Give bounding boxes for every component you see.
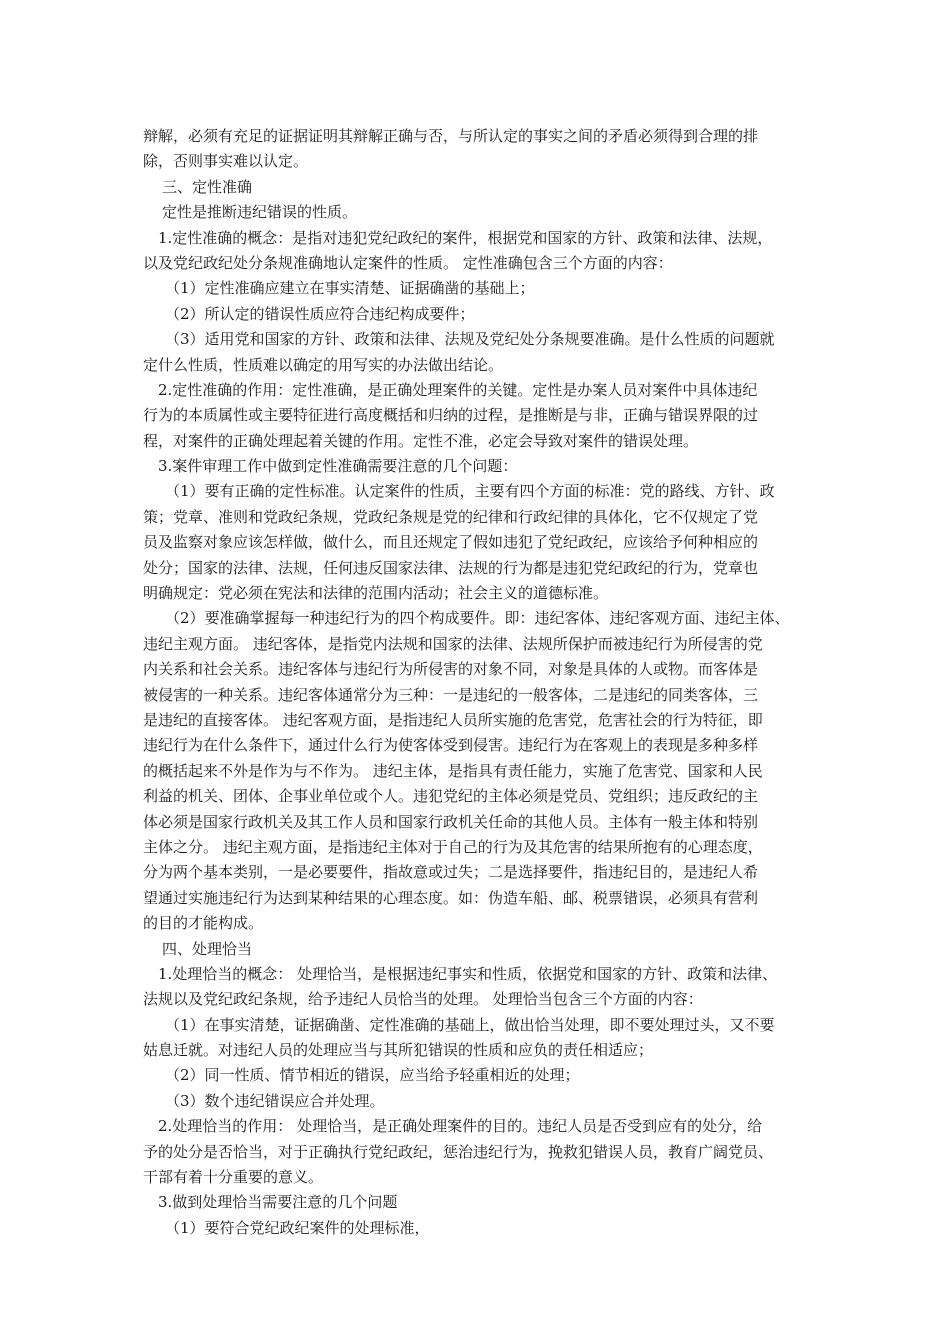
text-line: 利益的机关、团体、企事业单位或个人。违犯党纪的主体必须是党员、党组织；违反政纪的主 <box>143 787 759 806</box>
text-line: 违纪行为在什么条件下，通过什么行为使客体受到侵害。违纪行为在客观上的表现是多种多样 <box>143 736 759 755</box>
text-line: 2.处理恰当的作用： 处理恰当，是正确处理案件的目的。违纪人员是否受到应有的处分，给 <box>158 1117 763 1136</box>
text-line: 定性是推断违纪错误的性质。 <box>162 203 358 222</box>
text-line: 内关系和社会关系。违纪客体与违纪行为所侵害的对象不同，对象是具体的人或物。而客体是 <box>143 660 759 679</box>
text-line: 的目的才能构成。 <box>143 914 264 933</box>
text-line: 予的处分是否恰当，对于正确执行党纪政纪，惩治违纪行为，挽救犯错误人员，教育广阔党员、 <box>143 1142 774 1161</box>
text-line: 定什么性质，性质难以确定的用写实的办法做出结论。 <box>143 355 504 374</box>
text-line: 分为两个基本类别，一是必要要件，指故意或过失；二是选择要件，指违纪目的，是违纪人希 <box>143 863 759 882</box>
text-line: 员及监察对象应该怎样做，做什么，而且还规定了假如违犯了党纪政纪，应该给予何种相应的 <box>143 533 759 552</box>
text-line: 策；党章、准则和党政纪条规，党政纪条规是党的纪律和行政纪律的具体化，它不仅规定了党 <box>143 507 759 526</box>
text-line: 是违纪的直接客体。 违纪客观方面，是指违纪人员所实施的危害党，危害社会的行为特征，即 <box>143 710 763 729</box>
text-line: 三、定性准确 <box>162 177 253 196</box>
text-line: 四、处理恰当 <box>162 939 253 958</box>
text-line: （2）所认定的错误性质应符合违纪构成要件； <box>165 304 475 323</box>
text-line: 1.处理恰当的概念： 处理恰当，是根据违纪事实和性质，依据党和国家的方针、政策和法律、 <box>158 964 778 983</box>
text-line: 3.做到处理恰当需要注意的几个问题 <box>158 1193 398 1212</box>
text-line: 行为的本质属性或主要特征进行高度概括和归纳的过程，是推断是与非，正确与错误界限的过 <box>143 406 759 425</box>
text-line: 以及党纪政纪处分条规准确地认定案件的性质。 定性准确包含三个方面的内容： <box>143 253 673 272</box>
text-line: 干部有着十分重要的意义。 <box>143 1168 324 1187</box>
text-line: 程，对案件的正确处理起着关键的作用。定性不准，必定会导致对案件的错误处理。 <box>143 431 699 450</box>
text-line: 除，否则事实难以认定。 <box>143 152 309 171</box>
text-line: 3.案件审理工作中做到定性准确需要注意的几个问题： <box>158 457 518 476</box>
text-line: 1.定性准确的概念：是指对违犯党纪政纪的案件，根据党和国家的方针、政策和法律、法规， <box>158 228 773 247</box>
text-line: 明确规定：党必须在宪法和法律的范围内活动；社会主义的道德标准。 <box>143 584 609 603</box>
text-line: （1）在事实清楚，证据确凿、定性准确的基础上，做出恰当处理，即不要处理过头，又不要 <box>165 1015 775 1034</box>
text-line: 违纪主观方面。 违纪客体，是指党内法规和国家的法律、法规所保护而被违纪行为所侵害的党 <box>143 634 763 653</box>
text-line: 体必须是国家行政机关及其工作人员和国家行政机关任命的其他人员。主体有一般主体和特别 <box>143 812 759 831</box>
text-line: （1）定性准确应建立在事实清楚、证据确凿的基础上； <box>165 279 535 298</box>
text-line: （2）同一性质、情节相近的错误，应当给予轻重相近的处理； <box>165 1066 580 1085</box>
text-line: 辩解，必须有充足的证据证明其辩解正确与否，与所认定的事实之间的矛盾必须得到合理的排 <box>143 127 759 145</box>
text-line: （2）要准确掌握每一种违纪行为的四个构成要件。即：违纪客体、违纪客观方面、违纪主体、 <box>165 609 790 628</box>
text-line: （3）数个违纪错误应合并处理。 <box>165 1091 385 1110</box>
text-line: （1）要符合党纪政纪案件的处理标准， <box>165 1218 430 1237</box>
text-line: 望通过实施违纪行为达到某种结果的心理态度。如：伪造车船、邮、税票错误，必须具有营利 <box>143 888 759 907</box>
text-line: 法规以及党纪政纪条规，给予违纪人员恰当的处理。 处理恰当包含三个方面的内容： <box>143 990 703 1009</box>
text-line: 主体之分。 违纪主观方面，是指违纪主体对于自己的行为及其危害的结果所抱有的心理态度， <box>143 837 763 856</box>
text-line: 2.定性准确的作用：定性准确，是正确处理案件的关键。定性是办案人员对案件中具体违纪 <box>158 380 758 399</box>
text-line: （3）适用党和国家的方针、政策和法律、法规及党纪处分条规要准确。是什么性质的问题就 <box>165 330 775 349</box>
document-body <box>143 124 819 1241</box>
text-line: 姑息迁就。对违纪人员的处理应当与其所犯错误的性质和应负的责任相适应； <box>143 1041 654 1060</box>
text-line: 的概括起来不外是作为与不作为。 违纪主体，是指具有责任能力，实施了危害党、国家和人民 <box>143 761 763 780</box>
text-line: 被侵害的一种关系。违纪客体通常分为三种：一是违纪的一般客体，二是违纪的同类客体，三 <box>143 685 759 704</box>
text-line: （1）要有正确的定性标准。认定案件的性质，主要有四个方面的标准：党的路线、方针、政 <box>165 482 775 501</box>
text-line: 处分；国家的法律、法规，任何违反国家法律、法规的行为都是违犯党纪政纪的行为，党章也 <box>143 558 759 577</box>
